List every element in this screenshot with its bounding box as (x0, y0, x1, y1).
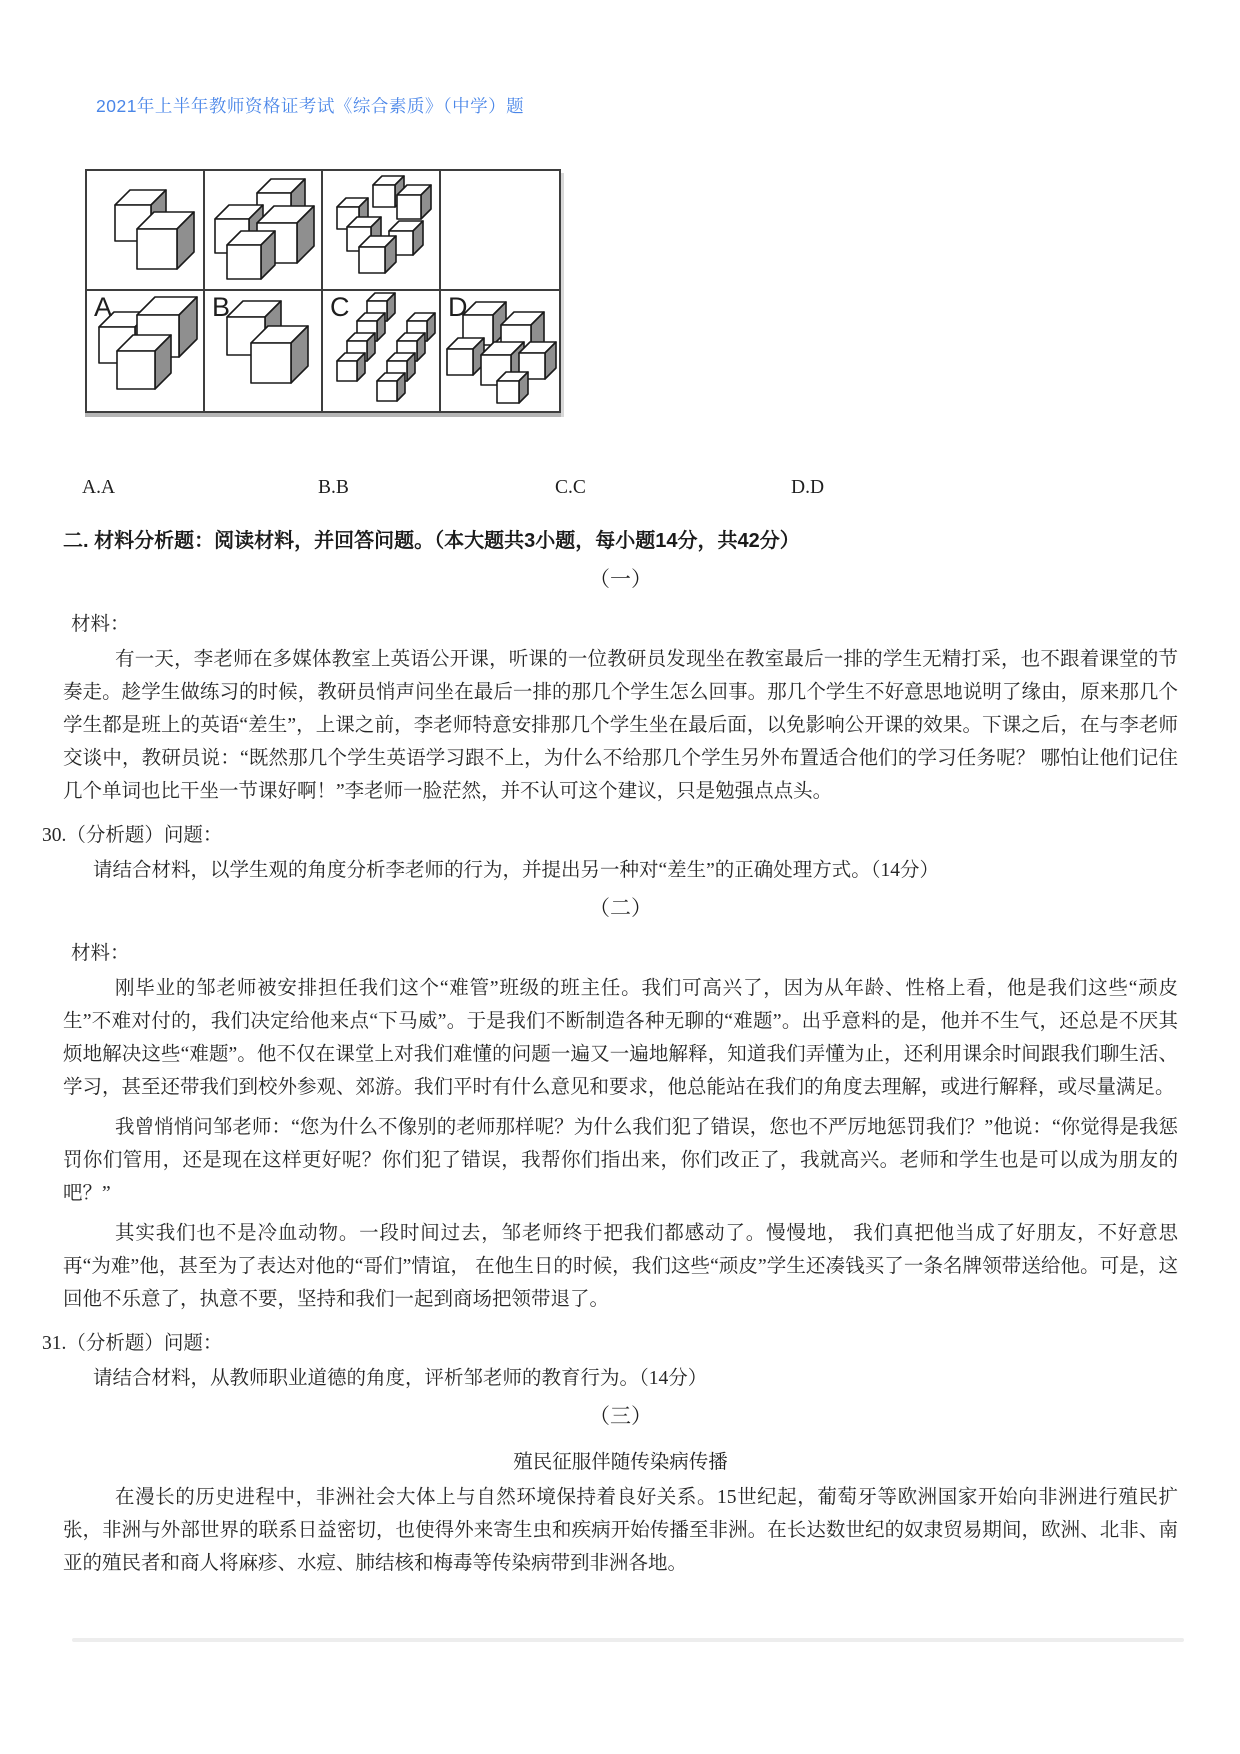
figure-cell-sequence-3 (323, 171, 441, 291)
cube-question-figure (85, 169, 559, 413)
material-paragraph: 有一天，李老师在多媒体教室上英语公开课，听课的一位教研员发现坐在教室最后一排的学生无精打采，也不跟着课堂的节奏走。趁学生做练习的时候，教研员悄声问坐在最后一排的那几个学生怎么回事。那几个学生不好意思地说明了缘由，原来那几个学生都是班上的英语“差生”，上课之前，李老师特意安排那几个学生坐在最后面，以免影响公开课的效果。下课之后，在与李老师交谈中，教研员说：“既然那几个学生英语学习跟不上，为什么不给那几个学生另外布置适合他们的学习任务呢？ 哪怕让他们记住几个单词也比干坐一节课好啊！”李老师一脸茫然，并不认可这个建议，只是勉强点点头。 (63, 649, 1178, 802)
figure-cell-label: A (94, 292, 113, 322)
material-paragraph: 其实我们也不是冷血动物。一段时间过去，邹老师终于把我们都感动了。慢慢地， 我们真把他当成了好朋友，不好意思再“为难”他，甚至为了表达对他的“哥们”情谊， 在他生日的时候，我们这些“顽皮”学生还凑钱买了一条名牌领带送给他。可是，这回他不乐意了，执意不要，坚持和我们一起到商场把领带退了。 (63, 1223, 1178, 1310)
figure-grid (85, 169, 561, 413)
option-a: A.A (82, 477, 116, 498)
article-title: 殖民征服伴随传染病传播 (513, 1452, 728, 1473)
figure-cell-sequence-2 (205, 171, 323, 291)
question-31-label: 31.（分析题）问题： (42, 1333, 223, 1354)
material-paragraph: 刚毕业的邹老师被安排担任我们这个“难管”班级的班主任。我们可高兴了，因为从年龄、性格上看，他是我们这些“顽皮生”不难对付的，我们决定给他来点“下马威”。于是我们不断制造各种无聊的“难题”。出乎意料的是，他并不生气，还总是不厌其烦地解决这些“难题”。他不仅在课堂上对我们难懂的问题一遍又一遍地解释，知道我们弄懂为止，还利用课余时间跟我们聊生活、学习，甚至还带我们到校外参观、郊游。我们平时有什么意见和要求，他总能站在我们的角度去理解，或进行解释，或尽量满足。 (63, 978, 1178, 1098)
bottom-divider (72, 1638, 1184, 1642)
figure-cell-sequence-4-empty (441, 171, 559, 291)
section-2-header: 二. 材料分析题：阅读材料，并回答问题。（本大题共3小题，每小题14分，共42分） (63, 530, 800, 552)
figure-cell-option-c (323, 291, 441, 411)
option-c: C.C (555, 477, 586, 498)
material-label: 材料： (71, 614, 130, 635)
part-2-number: （二） (589, 896, 652, 920)
option-b: B.B (318, 477, 349, 498)
material-paragraph: 在漫长的历史进程中，非洲社会大体上与自然环境保持着良好关系。15世纪起，葡萄牙等欧洲国家开始向非洲进行殖民扩张，非洲与外部世界的联系日益密切，也使得外来寄生虫和疾病开始传播至非洲。在长达数世纪的奴隶贸易期间，欧洲、北非、南亚的殖民者和商人将麻疹、水痘、肺结核和梅毒等传染病带到非洲各地。 (63, 1487, 1178, 1574)
option-d: D.D (791, 477, 825, 498)
part-1-number: （一） (589, 567, 652, 591)
answer-options-row (63, 477, 1178, 503)
question-30-label: 30.（分析题）问题： (42, 825, 223, 846)
figure-cell-option-d (441, 291, 559, 411)
figure-cell-label: D (448, 292, 468, 322)
figure-cell-label: C (330, 292, 350, 322)
material-label: 材料： (71, 943, 130, 964)
figure-cell-option-b (205, 291, 323, 411)
question-30-text: 请结合材料，以学生观的角度分析李老师的行为，并提出另一种对“差生”的正确处理方式。（14分） (93, 860, 940, 881)
question-31-text: 请结合材料，从教师职业道德的角度，评析邹老师的教育行为。（14分） (93, 1368, 708, 1389)
page-title: 2021年上半年教师资格证考试《综合素质》（中学）题 (96, 96, 525, 116)
figure-cell-option-a (87, 291, 205, 411)
figure-cell-sequence-1 (87, 171, 205, 291)
part-3-number: （三） (589, 1404, 652, 1428)
figure-cell-label: B (212, 292, 231, 322)
material-paragraph: 我曾悄悄问邹老师：“您为什么不像别的老师那样呢？为什么我们犯了错误，您也不严厉地惩罚我们？”他说：“你觉得是我惩罚你们管用，还是现在这样更好呢？你们犯了错误，我帮你们指出来，你们改正了，我就高兴。老师和学生也是可以成为朋友的吧？” (63, 1117, 1178, 1204)
